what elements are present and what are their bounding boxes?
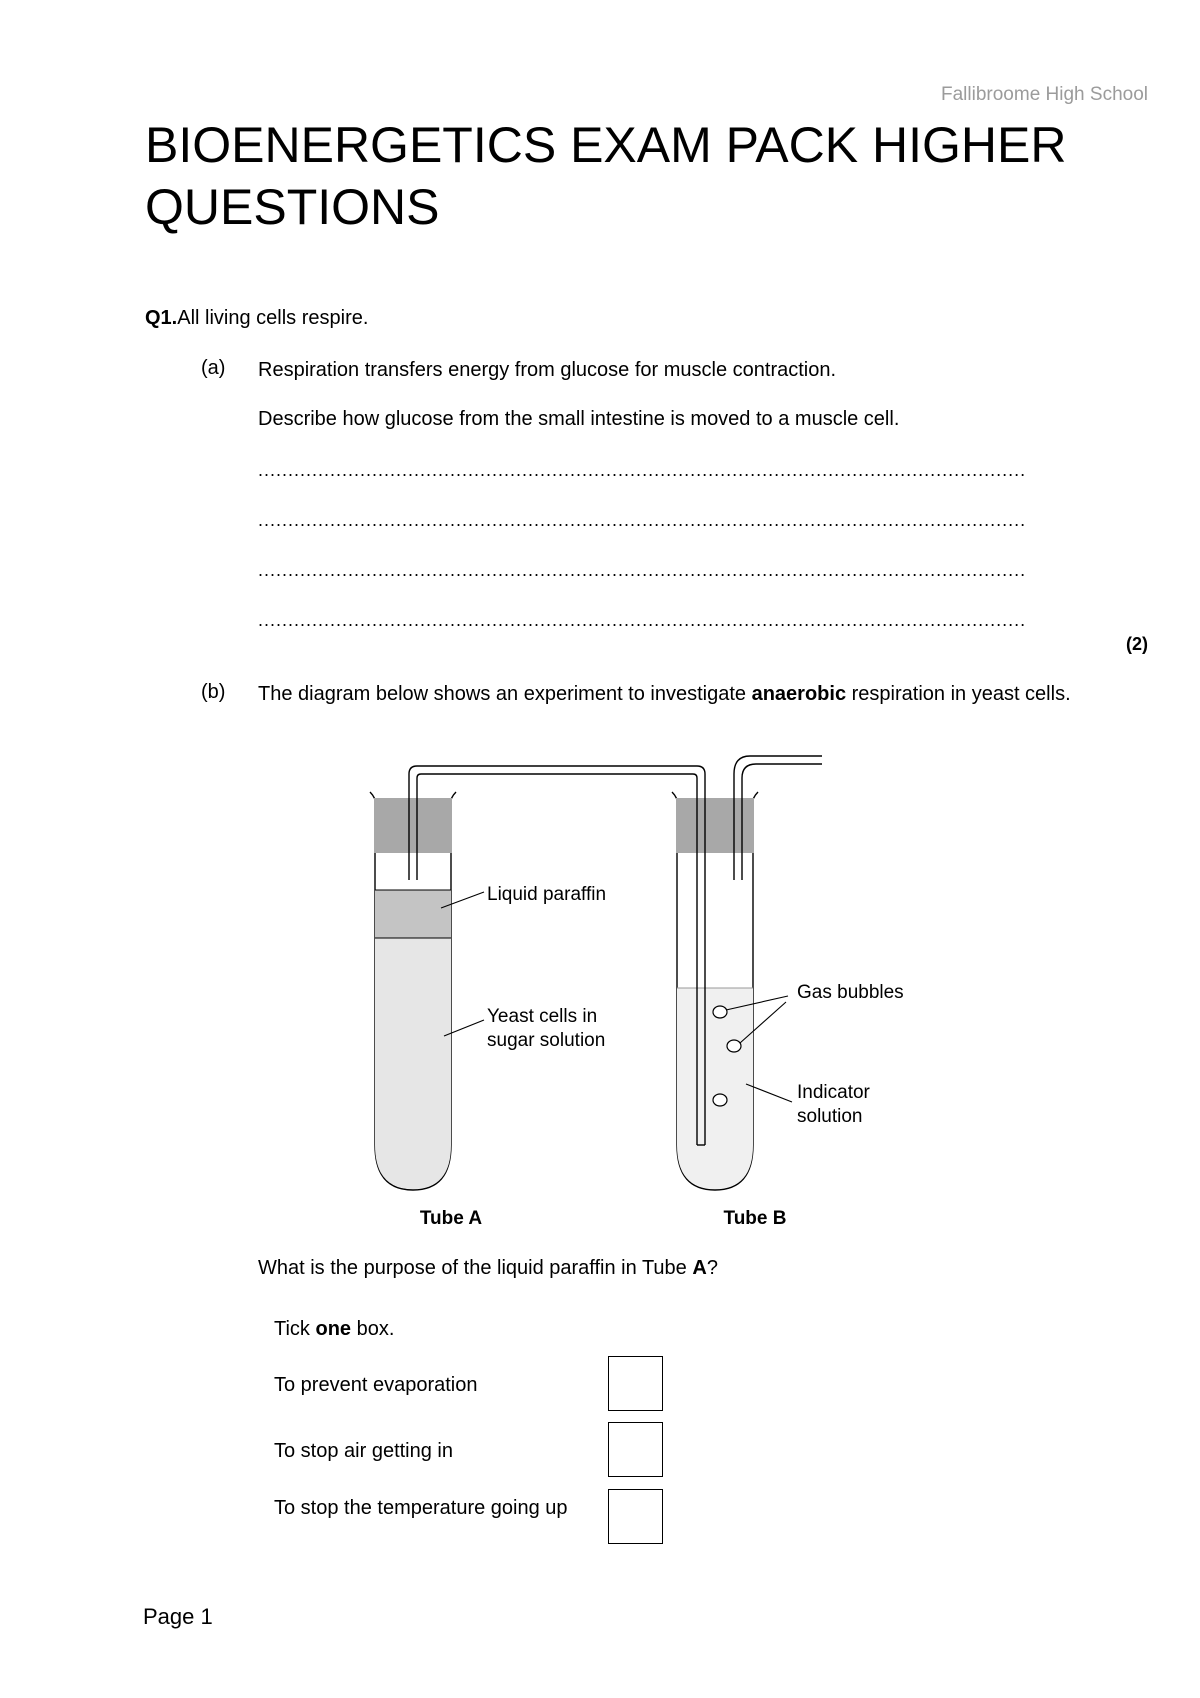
part-a-text: Respiration transfers energy from glucose for muscle contraction. [258, 359, 837, 381]
option-label: To stop air getting in [274, 1440, 453, 1462]
yeast-solution [375, 938, 451, 1189]
school-name: Fallibroome High School [941, 84, 1148, 105]
tick-instruction [274, 1318, 394, 1341]
tube-reference: A [692, 1257, 707, 1279]
emphasis-anaerobic: anaerobic [751, 683, 847, 705]
question-1-stem [145, 307, 368, 330]
part-b-text [258, 681, 1078, 708]
answer-line[interactable]: ................................................................................................................................ [258, 510, 1027, 530]
part-b-question [258, 1257, 718, 1280]
label-gas-bubbles: Gas bubbles [797, 982, 904, 1003]
part-b-text-start: The diagram below shows an experiment to investigate [258, 683, 752, 705]
answer-line[interactable]: ................................................................................................................................ [258, 610, 1027, 630]
delivery-tube [409, 766, 705, 1145]
page-number: Page 1 [143, 1604, 213, 1629]
page-title: BIOENERGETICS EXAM PACK HIGHER QUESTIONS [145, 117, 1067, 235]
question-text-start: What is the purpose of the liquid paraffin in Tube [258, 1257, 693, 1279]
option-checkbox[interactable] [608, 1489, 663, 1544]
part-b-text-end: respiration in yeast cells. [846, 683, 1071, 705]
experiment-diagram [0, 740, 1200, 1240]
label-tube-a: Tube A [419, 1208, 483, 1229]
tick-emphasis: one [315, 1318, 352, 1340]
label-yeast-line2: sugar solution [487, 1030, 606, 1051]
part-a-prompt: Describe how glucose from the small intestine is moved to a muscle cell. [258, 408, 900, 430]
part-a-label: (a) [201, 357, 226, 379]
option-checkbox[interactable] [608, 1422, 663, 1477]
tick-text-start: Tick [274, 1318, 316, 1340]
question-number: Q1. [145, 307, 178, 329]
question-stem-text: All living cells respire. [177, 307, 369, 329]
label-liquid-paraffin: Liquid paraffin [487, 884, 607, 905]
part-b-label: (b) [201, 681, 226, 703]
label-yeast-line1: Yeast cells in [487, 1006, 598, 1027]
label-indicator-line1: Indicator [797, 1082, 870, 1103]
option-label: To prevent evaporation [274, 1374, 478, 1396]
marks-indicator: (2) [1126, 634, 1148, 654]
answer-line[interactable]: ................................................................................................................................ [258, 560, 1027, 580]
label-indicator-line2: solution [797, 1106, 863, 1127]
tube-a-stopper [374, 798, 452, 853]
gas-bubble [713, 1006, 727, 1018]
answer-line[interactable]: ................................................................................................................................ [258, 460, 1027, 480]
gas-bubble [713, 1094, 727, 1106]
option-checkbox[interactable] [608, 1356, 663, 1411]
indicator-solution [677, 988, 753, 1189]
tick-text-end: box. [351, 1318, 395, 1340]
label-tube-b: Tube B [723, 1208, 787, 1229]
option-label: To stop the temperature going up [274, 1497, 568, 1519]
gas-bubble [727, 1040, 741, 1052]
paraffin-layer [375, 890, 451, 938]
question-text-end: ? [706, 1257, 718, 1279]
